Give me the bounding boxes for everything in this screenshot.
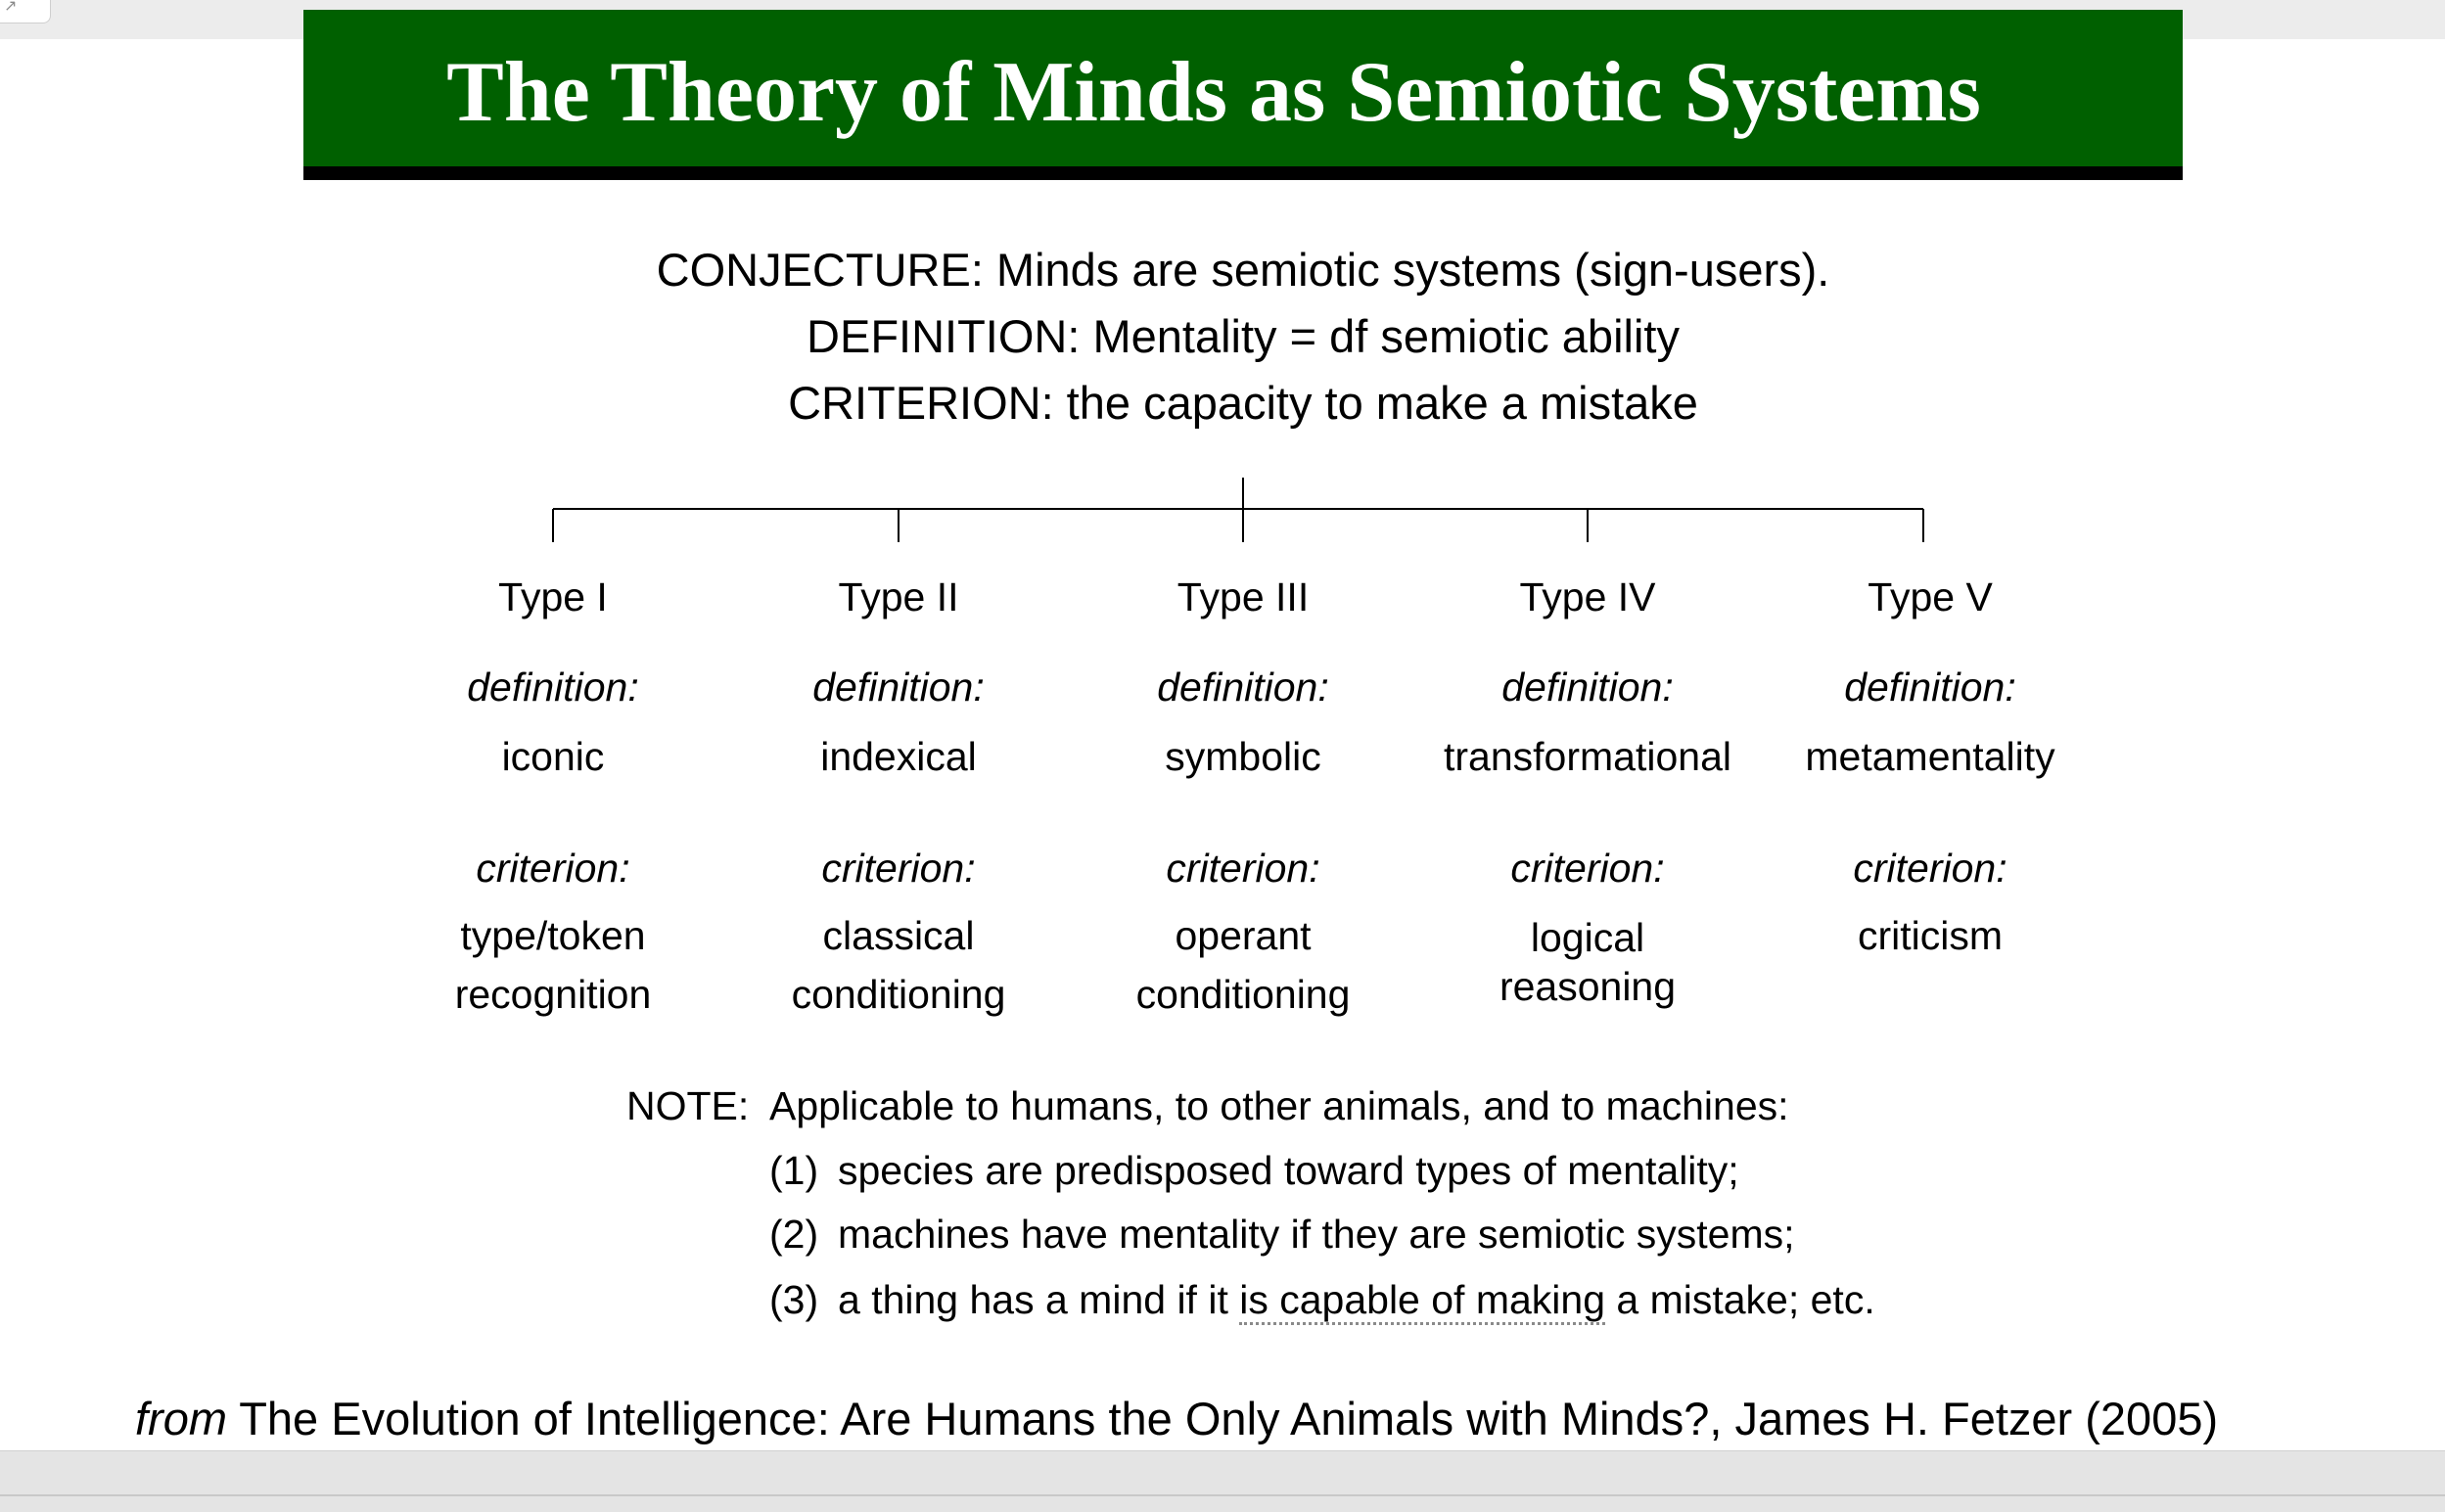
slide-title: The Theory of Minds as Semiotic Systems xyxy=(446,45,1981,140)
type-i-definition: iconic xyxy=(501,734,605,779)
type-iv-criterion-label: criterion: xyxy=(1510,846,1665,891)
note-label: NOTE: xyxy=(626,1083,750,1128)
type-i-criterion-label: criterion: xyxy=(476,846,630,891)
bottom-toolbar xyxy=(0,1450,2445,1512)
type-iii-definition-label: definition: xyxy=(1157,664,1329,710)
criterion-line: CRITERION: the capacity to make a mistake xyxy=(788,377,1698,429)
type-v-criterion-label: criterion: xyxy=(1853,846,2007,891)
note-item xyxy=(769,1270,1875,1329)
note-item xyxy=(769,1205,1795,1263)
note-item xyxy=(769,1141,1739,1200)
note-item-text-before: a thing has a mind if it xyxy=(838,1277,1240,1322)
spelling-squiggle-text[interactable]: is capable of making xyxy=(1239,1277,1605,1325)
citation xyxy=(135,1390,2218,1448)
type-v-definition-label: definition: xyxy=(1844,664,2016,710)
type-i-criterion xyxy=(377,906,729,1024)
note-intro: Applicable to humans, to other animals, and to machines: xyxy=(769,1083,1789,1128)
note-item-text-after: a mistake; etc. xyxy=(1605,1277,1875,1322)
type-iii-definition: symbolic xyxy=(1165,734,1321,779)
citation-text: The Evolution of Intelligence: Are Humans the Only Animals with Minds?, James H. Fetzer (2005) xyxy=(227,1393,2219,1444)
type-v-criterion xyxy=(1754,906,2106,965)
note-item-number: (2) xyxy=(769,1212,819,1257)
type-ii-heading: Type II xyxy=(838,574,959,619)
type-v-definition: metamentality xyxy=(1805,734,2055,779)
type-iii-criterion-line2: conditioning xyxy=(1135,972,1351,1017)
conjecture-line: CONJECTURE: Minds are semiotic systems (sign-users). xyxy=(656,244,1830,296)
citation-from: from xyxy=(135,1393,227,1444)
note-item-number: (3) xyxy=(769,1277,819,1322)
type-ii-criterion-label: criterion: xyxy=(821,846,976,891)
type-i-criterion-line1: type/token xyxy=(460,913,646,958)
definition-line: DEFINITION: Mentality = df semiotic ability xyxy=(807,310,1680,362)
type-v-heading: Type V xyxy=(1868,574,1993,619)
type-ii-definition: indexical xyxy=(820,734,977,779)
type-iv-criterion-line2: reasoning xyxy=(1499,964,1677,1009)
type-i-definition-label: definition: xyxy=(467,664,639,710)
type-iii-criterion-label: criterion: xyxy=(1166,846,1320,891)
resize-arrows-icon[interactable]: ↗ xyxy=(0,0,51,23)
slide-page xyxy=(0,39,2445,1450)
type-iii-heading: Type III xyxy=(1176,574,1310,619)
type-iv-criterion xyxy=(1411,913,1764,1011)
type-iv-definition-label: definition: xyxy=(1501,664,1674,710)
type-i-criterion-line2: recognition xyxy=(454,972,652,1017)
note-item-text: machines have mentality if they are semiotic systems; xyxy=(838,1212,1795,1257)
type-ii-criterion xyxy=(722,906,1075,1024)
type-iv-definition: transformational xyxy=(1444,734,1731,779)
type-iii-criterion-line1: operant xyxy=(1175,913,1312,958)
type-ii-criterion-line2: conditioning xyxy=(791,972,1006,1017)
note-item-number: (1) xyxy=(769,1148,819,1193)
note-item-text: species are predisposed toward types of mentality; xyxy=(838,1148,1739,1193)
type-v-criterion-line1: criticism xyxy=(1857,913,2004,958)
type-iv-criterion-line1: logical xyxy=(1530,915,1645,960)
type-iv-heading: Type IV xyxy=(1519,574,1656,619)
type-iii-criterion xyxy=(1067,906,1419,1024)
bottom-divider xyxy=(0,1494,2445,1496)
type-i-heading: Type I xyxy=(498,574,608,619)
type-ii-criterion-line1: classical xyxy=(822,913,975,958)
type-ii-definition-label: definition: xyxy=(812,664,985,710)
